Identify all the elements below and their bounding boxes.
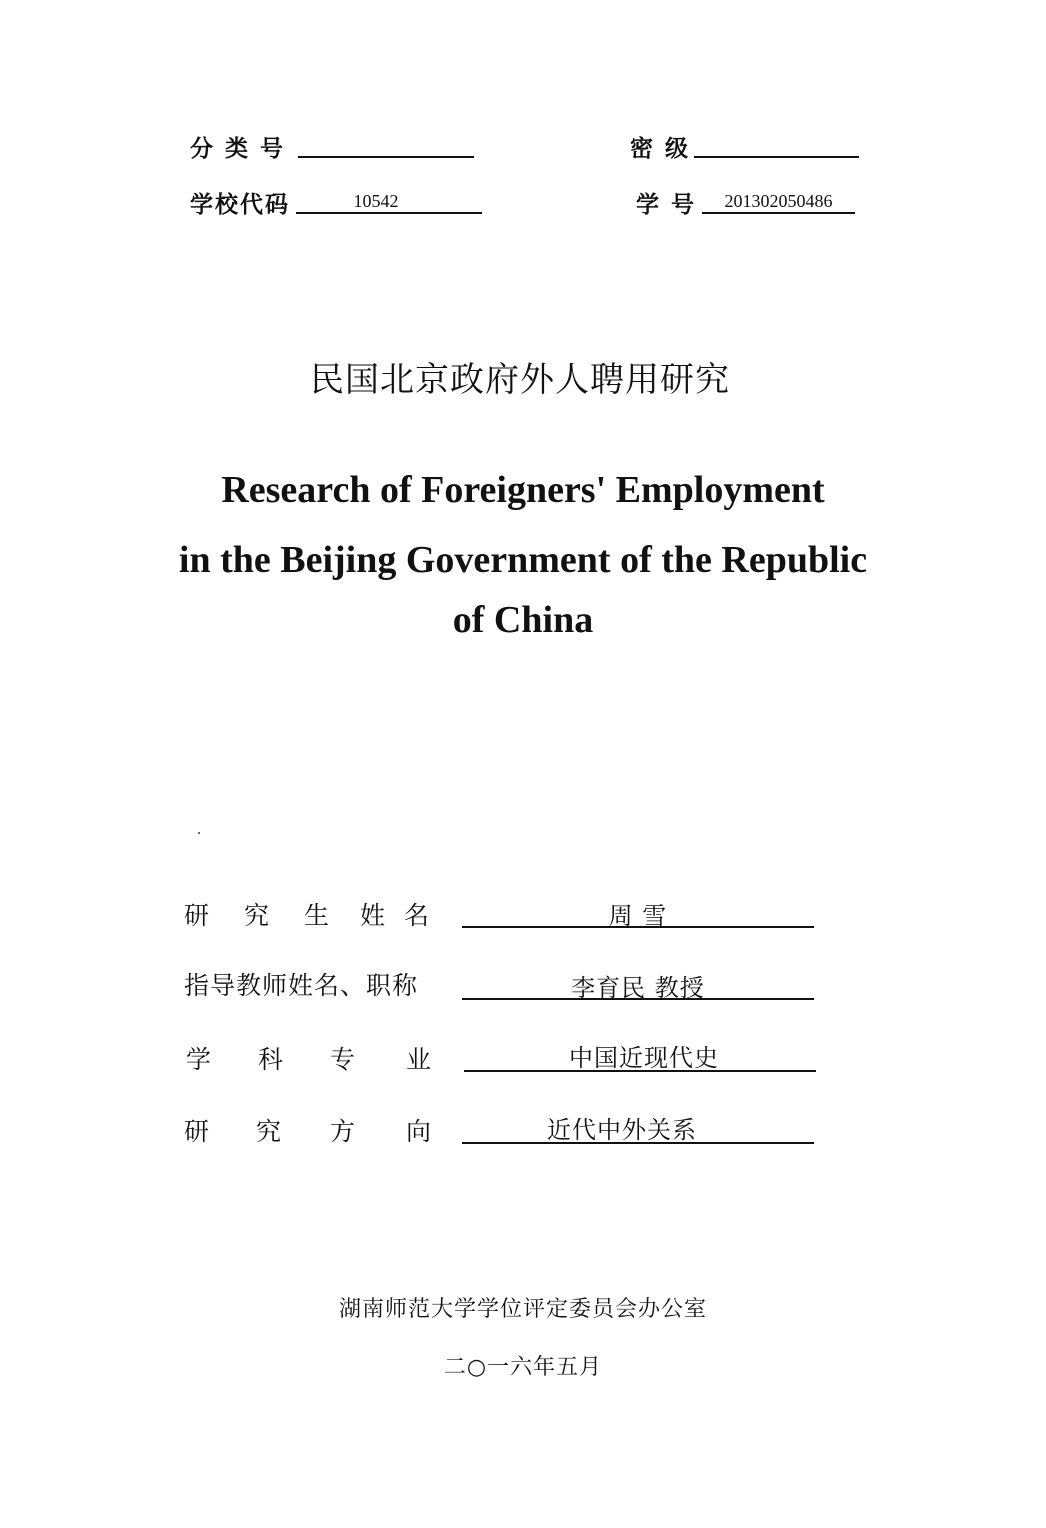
title-chinese: 民国北京政府外人聘用研究 [310,360,730,400]
student-name-label-char: 姓 [360,901,386,930]
secrecy-label: 密 级 [630,136,691,162]
direction-label-char: 研 [184,1117,210,1146]
title-english-line1: Research of Foreigners' Employment [221,469,825,511]
direction-field [462,1108,814,1144]
advisor-value: 李育民 教授 [571,974,705,1002]
title-english-line3: of China [452,599,594,641]
direction-value: 近代中外关系 [547,1116,697,1144]
student-name-label-char: 生 [304,901,330,930]
classification-field [298,134,474,158]
direction-label-char: 方 [330,1117,356,1146]
issuing-office: 湖南师范大学学位评定委员会办公室 [338,1297,707,1322]
student-name-label-char: 名 [404,901,430,930]
direction-label-char: 向 [406,1117,432,1146]
major-label-char: 科 [258,1045,284,1074]
major-label-char: 学 [186,1045,212,1074]
student-id-value: 201302050486 [724,191,833,211]
advisor-label: 指导教师姓名、职称 [184,971,419,1000]
major-value: 中国近现代史 [569,1044,719,1072]
classification-label: 分 类 号 [190,136,286,162]
issue-date: 二○一六年五月 [443,1355,603,1380]
major-field [464,1036,816,1072]
advisor-field [462,964,814,1000]
direction-label-char: 究 [256,1117,282,1146]
secrecy-field [694,134,859,158]
student-name-label-char: 究 [244,901,270,930]
student-name-label-char: 研 [184,901,210,930]
major-label-char: 专 [330,1045,356,1074]
student-name-field [462,894,814,928]
school-code-value: 10542 [353,191,399,211]
scan-speck [198,832,200,834]
school-code-field [296,190,482,214]
title-english-line2: in the Beijing Government of the Republic [178,539,868,581]
student-id-field [702,190,855,214]
school-code-label: 学校代码 [190,192,290,218]
student-id-label: 学 号 [636,192,697,218]
major-label-char: 业 [406,1045,432,1074]
student-name-value: 周 雪 [608,902,668,930]
